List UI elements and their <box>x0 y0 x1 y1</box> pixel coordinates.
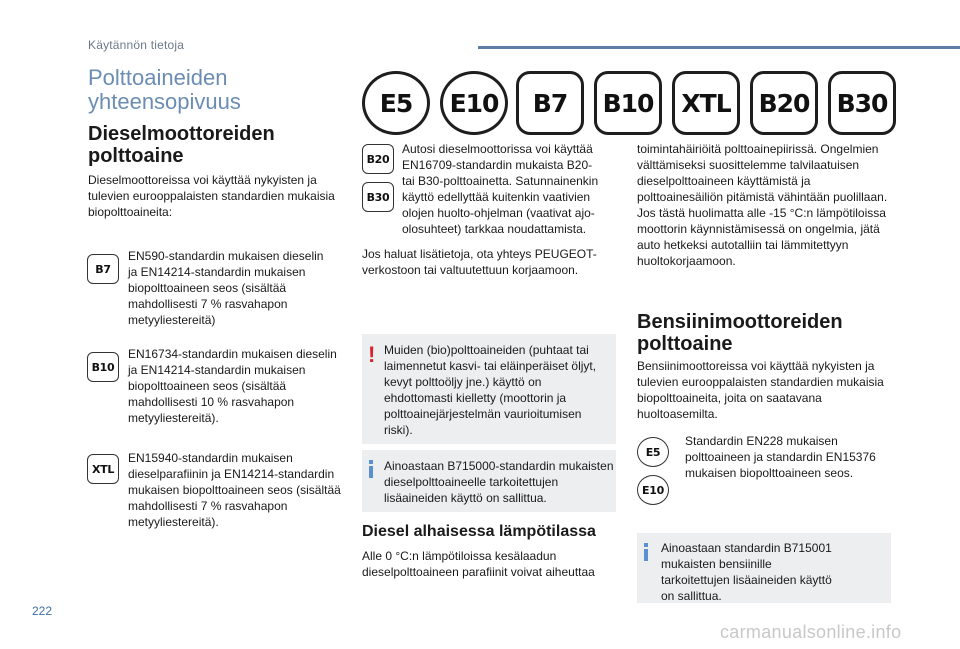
low-temp-text: Alle 0 °C:n lämpötiloissa kesälaadun dieselpolttoaineen parafiinit voivat aiheuttaa <box>362 549 595 579</box>
watermark: carmanualsonline.info <box>720 622 902 642</box>
petrol-info-text: Ainoastaan standardin B715001 mukaisten bensiinille tarkoitettujen lisäaineiden käyttö on sallittua. <box>661 541 832 603</box>
info-icon <box>643 543 649 561</box>
petrol-intro: Bensiinimoottoreissa voi käyttää nykyisten ja tulevien eurooppalaisten standardien mukaisia biopolttoaineita, joita on saatavana huoltoasemilta. <box>637 359 884 421</box>
diesel-item-b10: EN16734-standardin mukaisen dieselin ja EN14214-standardin mukaisen biopolttoaineen seos (sisältää mahdollisesti 10 % rasvahapon metyyliestereitä). <box>128 347 337 425</box>
diesel-info-text: Ainoastaan B715000-standardin mukaisten dieselpolttoaineelle tarkoitettujen lisäaineiden käyttö on sallittua. <box>384 459 614 505</box>
diesel-item-b7: EN590-standardin mukaisen dieselin ja EN14214-standardin mukaisen biopolttoaineen seos (sisältää mahdollisesti 7 % rasvahapon metyyliestereitä) <box>128 249 324 327</box>
badge-xtl-icon: XTL <box>672 71 740 135</box>
badge-b7-icon: B7 <box>516 71 584 135</box>
diesel-intro: Dieselmoottoreissa voi käyttää nykyisten ja tulevien eurooppalaisten standardien mukaisia biopolttoaineita: <box>88 173 335 219</box>
badge-b10-small-icon: B10 <box>87 352 119 382</box>
page-title: Polttoaineiden yhteensopivuus <box>88 65 241 114</box>
badge-b10-icon: B10 <box>594 71 662 135</box>
info-icon <box>368 460 374 478</box>
badge-b30-icon: B30 <box>828 71 896 135</box>
diesel-info-note <box>362 450 616 512</box>
badge-e5-icon: E5 <box>362 71 430 135</box>
badge-b20-icon: B20 <box>750 71 818 135</box>
page-number: 222 <box>32 604 53 618</box>
contact-text: Jos haluat lisätietoja, ota yhteys PEUGEOT-verkostoon tai valtuutettuun korjaamoon. <box>362 247 597 277</box>
badge-xtl-small-icon: XTL <box>87 454 119 484</box>
diesel-heading: Dieselmoottoreiden polttoaine <box>88 123 275 167</box>
badge-e5-small-icon: E5 <box>637 437 669 467</box>
diesel-item-xtl: EN15940-standardin mukaisen dieselparafiinin ja EN14214-standardin mukaisen biopolttoaineen seos (sisältää mahdollisesti 7 % rasvahapon metyyliestereitä). <box>128 451 341 529</box>
warning-text: Muiden (bio)polttoaineiden (puhtaat tai laimennetut kasvi- tai eläinperäiset öljyt, kevyt polttoöljy jne.) käyttö on ehdottomasti kielletty (moottorin ja polttoainejärjestelmän vaurioitumisen riski). <box>384 343 597 437</box>
petrol-info-note <box>637 533 891 603</box>
badge-e10-icon: E10 <box>440 71 508 135</box>
low-temp-heading: Diesel alhaisessa lämpötilassa <box>362 523 596 540</box>
petrol-text: Standardin EN228 mukaisen polttoaineen ja standardin EN15376 mukaisen biopolttoaineen seos. <box>685 434 876 480</box>
low-temp-continued: toimintahäiriöitä polttoainepiirissä. Ongelmien välttämiseksi suosittelemme talvilaatuisen dieselpolttoaineen käyttämistä ja polttoainesäiliön pitämistä vähintään puolillaan. Jos tästä huolimatta alle -15 °C:n lämpötiloissa moottorin käynnistämisessä on ongelmia, jätä auto hetkeksi autotalliin tai lämmitettyyn huoltokorjaamoon. <box>637 142 888 268</box>
warning-note <box>362 334 616 444</box>
warning-icon: ! <box>368 342 376 367</box>
b20-b30-text: Autosi dieselmoottorissa voi käyttää EN16709-standardin mukaista B20- tai B30-polttoainetta. Satunnainenkin käyttö edellyttää kuitenkin vaativien olojen huolto-ohjelman (vaativat ajo-olosuhteet) tarkkaa noudattamista. <box>402 142 599 236</box>
badge-b7-small-icon: B7 <box>87 254 119 284</box>
header-bar <box>478 46 960 49</box>
badge-b20-small-icon: B20 <box>362 144 394 174</box>
badge-e10-small-icon: E10 <box>637 475 669 505</box>
badge-b30-small-icon: B30 <box>362 182 394 212</box>
section-label: Käytännön tietoja <box>88 38 185 52</box>
petrol-heading: Bensiinimoottoreiden polttoaine <box>637 311 843 355</box>
